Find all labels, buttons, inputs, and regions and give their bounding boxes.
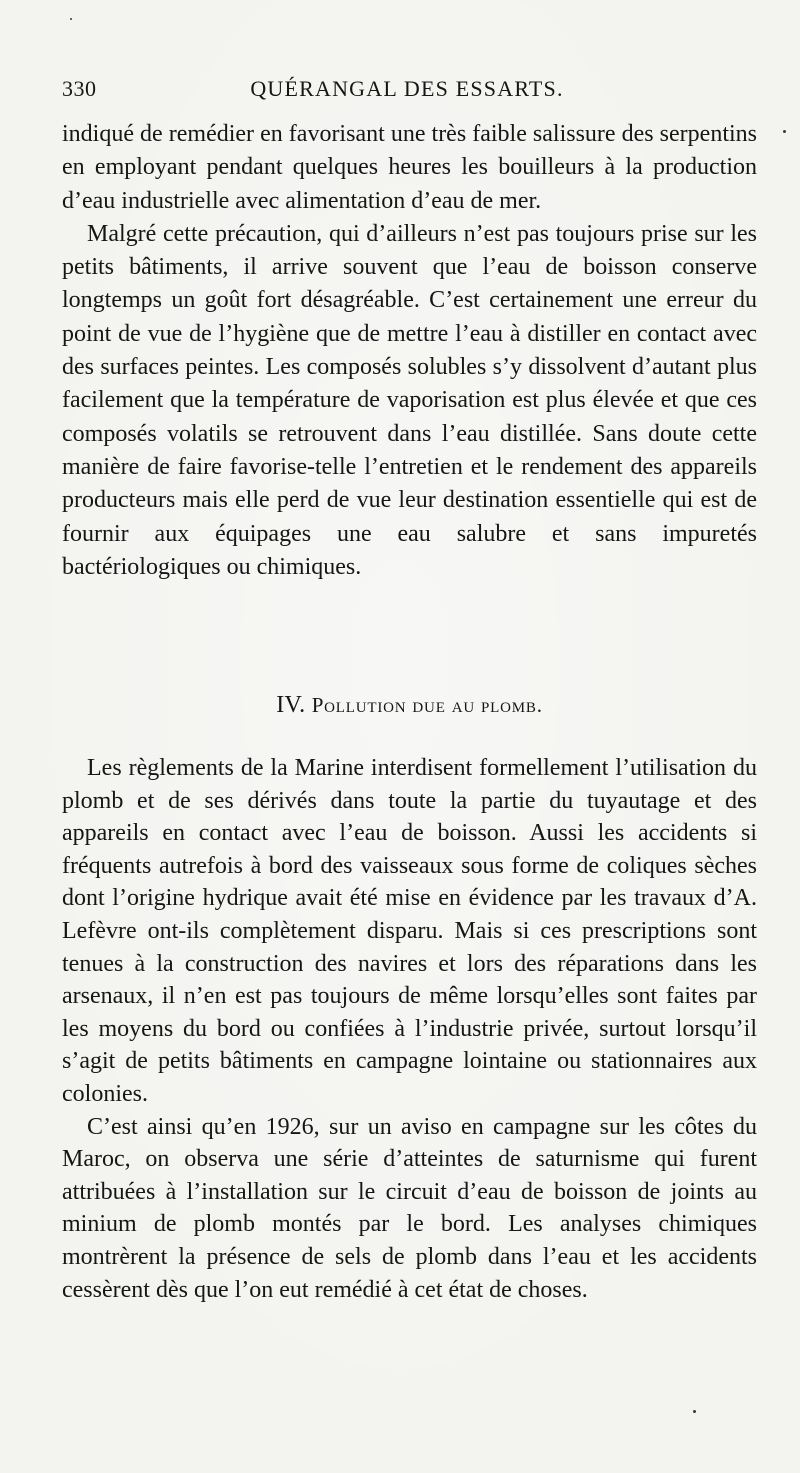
section-heading	[62, 692, 757, 719]
paragraph: Les règlements de la Marine interdisent formellement l’utilisation du plomb et de ses dérivés dans toute la partie du tuyautage et des appareils en contact avec l’eau de boisson. Aussi les accidents si fréquents autrefois à bord des vaisseaux sous forme de coliques sèches dont l’origine hydrique avait été mise en évidence par les travaux d’A. Lefèvre ont-ils complètement disparu. Mais si ces prescriptions sont tenues à la construction des navires et lors des réparations dans les arsenaux, il n’en est pas toujours de même lorsqu’elles sont faites par les moyens du bord ou confiées à l’industrie privée, surtout lorsqu’il s’agit de petits bâtiments en campagne lointaine ou stationnaires aux colonies.	[62, 755, 757, 1107]
section-numeral: IV.	[276, 692, 306, 718]
print-speck	[783, 130, 786, 133]
running-head: QUÉRANGAL DES ESSARTS.	[250, 76, 564, 101]
body-text-bottom	[62, 752, 757, 1306]
print-speck	[70, 18, 72, 20]
paragraph: C’est ainsi qu’en 1926, sur un aviso en campagne sur les côtes du Maroc, on observa une série d’atteintes de saturnisme qui furent attribuées à l’installation sur le circuit d’eau de boisson de joints au minium de plomb montés par le bord. Les analyses chimiques montrèrent la présence de sels de plomb dans l’eau et les accidents cessèrent dès que l’on eut remédié à cet état de choses.	[62, 1113, 757, 1303]
print-speck	[693, 1410, 696, 1413]
page-header	[62, 76, 752, 110]
section-title: Pollution due au plomb.	[311, 693, 543, 717]
page-number: 330	[62, 76, 97, 101]
paragraph: indiqué de remédier en favorisant une très faible salissure des serpentins en employant pendant quelques heures les bouilleurs à la production d’eau industrielle avec alimentation d’eau de mer.	[62, 121, 757, 214]
paragraph: Malgré cette précaution, qui d’ailleurs n’est pas toujours prise sur les petits bâtiments, il arrive souvent que l’eau de boisson conserve longtemps un goût fort désagréable. C’est certainement une erreur du point de vue de l’hygiène que de mettre l’eau à distiller en contact avec des surfaces peintes. Les composés solubles s’y dissolvent d’autant plus facilement que la température de vaporisation est plus élevée et que ces composés volatils se retrouvent dans l’eau distillée. Sans doute cette manière de faire favorise-telle l’entretien et le rendement des appareils producteurs mais elle perd de vue leur destination essentielle qui est de fournir aux équipages une eau salubre et sans impuretés bactériologiques ou chimiques.	[62, 220, 757, 580]
body-text-top	[62, 118, 757, 584]
